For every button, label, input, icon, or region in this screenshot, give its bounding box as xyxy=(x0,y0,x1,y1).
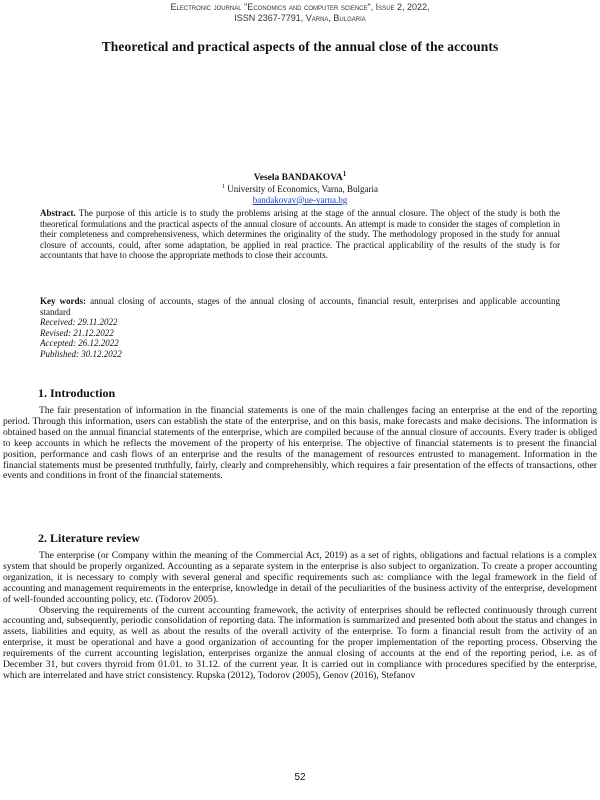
keywords-label: Key words: xyxy=(40,296,87,306)
journal-header xyxy=(40,2,560,24)
affiliation-sup: 1 xyxy=(221,184,225,190)
literature-review-body xyxy=(3,551,597,682)
keywords xyxy=(40,296,560,317)
introduction-body xyxy=(3,406,597,482)
section-heading-introduction: 1. Introduction xyxy=(38,386,116,400)
article-dates xyxy=(40,317,340,359)
paper-title: Theoretical and practical aspects of the annual close of the accounts xyxy=(101,39,499,54)
page-number: 52 xyxy=(294,772,306,783)
affiliation-text: University of Economics, Varna, Bulgaria xyxy=(224,184,379,194)
literature-paragraph-1: The enterprise (or Company within the meaning of the Commercial Act, 2019) as a set of rights, obligations and factual relations is a complex system that should be properly organized. Accounting as a separate system in the enterprise is also subject to organization. To create a proper accounting organization, it is necessary to comply with several general and specific requirements such as: compliance with the legal framework in the field of accounting and management requirements in the enterprise, knowledge in detail of the peculiarities of the business activity of the enterprise, development of well-founded accounting policy, etc. (Todorov 2005). xyxy=(3,550,597,605)
keywords-text: annual closing of accounts, stages of the annual closing of accounts, financial result, enterprises and applicable accounting standard xyxy=(40,296,560,317)
abstract xyxy=(40,208,560,261)
abstract-text: The purpose of this article is to study the problems arising at the stage of the annual closure. The object of the study is both the theoretical formulations and the practical aspects of the annual closure of accounts. An attempt is made to consider the stages of completion in their completeness and comprehensiveness, which determines the originality of the study. The methodology proposed in the study for annual closure of accounts, could, after some adaptation, be applied in real practice. The practical applicability of the results of the study is for accountants that have to choose the appropriate methods to close their accounts. xyxy=(40,208,560,261)
abstract-label: Abstract. xyxy=(40,208,76,218)
author-name: Vesela BANDAKOVA xyxy=(253,173,343,184)
date-accepted: Accepted: 26.12.2022 xyxy=(40,338,119,349)
date-published: Published: 30.12.2022 xyxy=(40,348,122,359)
literature-paragraph-2: Observing the requirements of the current accounting framework, the activity of enterprises should be reflected continuously through current accounting and, subsequently, periodic consolidation of reporting data. The information is summarized and presented both about the status and changes in assets, liabilities and equity, as well as about the results of the overall activity of the enterprise. To form a financial result from the activity of an enterprise, it must be operational and have a good organization of accounting for the proper implementation of the reporting process. Observing the requirements of the current accounting legislation, enterprises organize the annual closing of accounts at the end of the reporting period, i.e. as of December 31, but covers thyroid from 01.01. to 31.12. of the current year. It is carried out in compliance with procedures specified by the enterprise, which are interrelated and have strict consistency. Rupska (2012), Todorov (2005), Genov (2016), Stefanov xyxy=(3,604,597,681)
introduction-paragraph: The fair presentation of information in the financial statements is one of the main challenges facing an enterprise at the end of the reporting period. Through this information, users can establish the state of the enterprise, and on this basis, make forecasts and make decisions. The information is obtained based on the annual financial statements of the enterprise, which are compiled because of the annual closure of accounts. Every trader is obliged to keep accounts in which he reflects the movement of the property of his enterprise. The objective of financial statements is to present the financial position, performance and cash flows of an enterprise and the results of the management of resources entrusted to management. Information in the financial statements must be presented truthfully, fairly, clearly and comprehensibly, which requires a fair presentation of the effects of transactions, other events and conditions in front of the financial statements. xyxy=(3,405,597,482)
section-heading-literature-review: 2. Literature review xyxy=(38,531,140,545)
author-sup: 1 xyxy=(342,170,347,178)
journal-header-line2: ISSN 2367-7791, Varna, Bulgaria xyxy=(234,13,366,23)
author-email-link[interactable]: bandakovav@ue-varna.bg xyxy=(252,195,348,205)
date-received: Received: 29.11.2022 xyxy=(40,317,118,327)
date-revised: Revised: 21.12.2022 xyxy=(40,327,114,338)
affiliation xyxy=(100,182,500,206)
journal-header-line1: Electronic journal "Economics and computer science", Issue 2, 2022, xyxy=(170,2,430,12)
